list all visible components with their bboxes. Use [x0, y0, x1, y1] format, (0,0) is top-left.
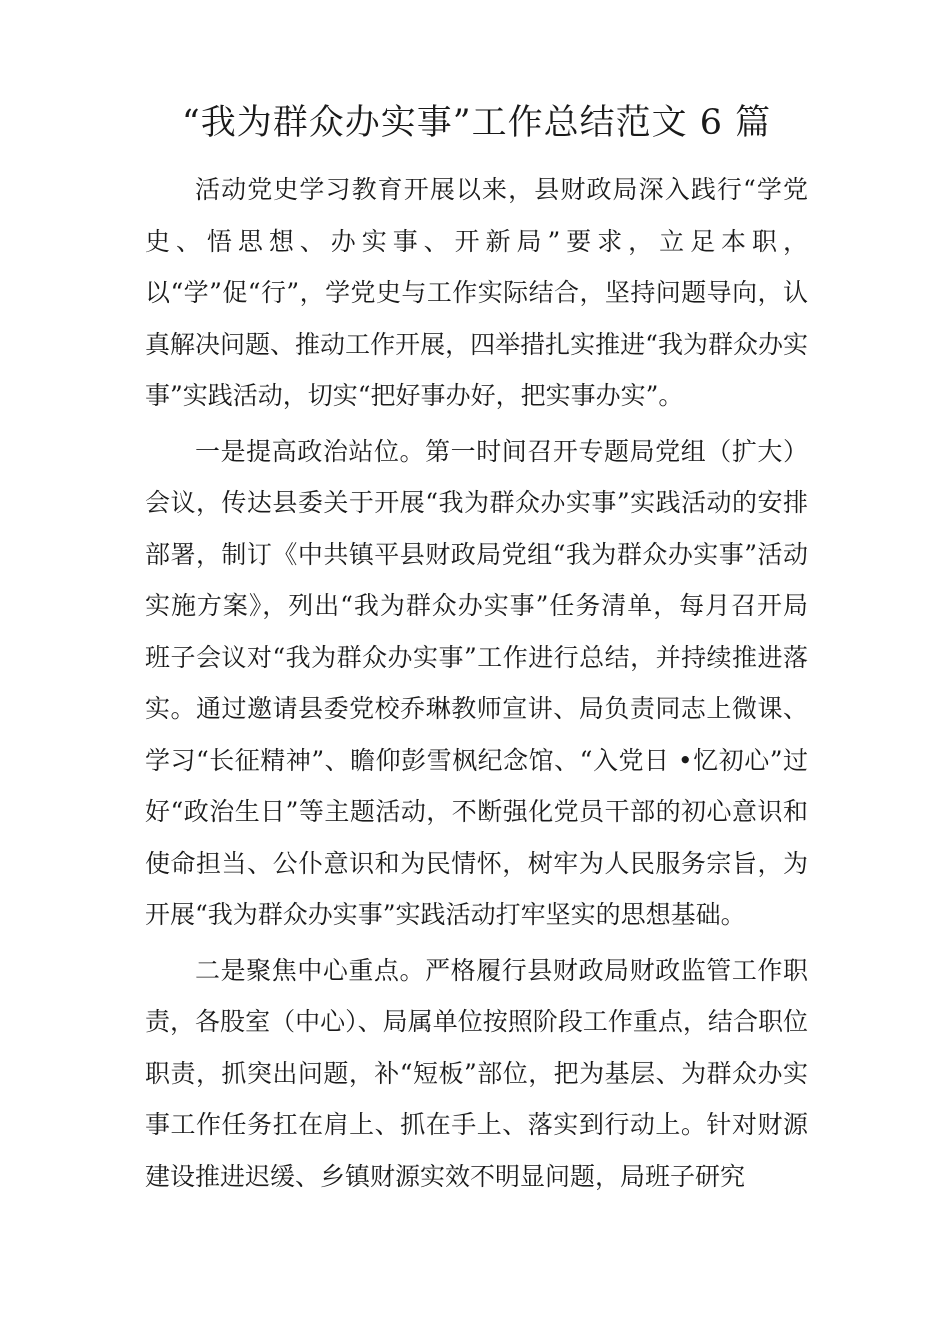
document-title: “我为群众办实事”工作总结范文 6 篇	[181, 103, 772, 143]
paragraph-intro: 活动党史学习教育开展以来，县财政局深入践行“学党史、悟思想、办实事、开新局”要求，立足本职，以“学”促“行”，学党史与工作实际结合，坚持问题导向，认真解决问题、推动工作开展，四举措扎实推进“我为群众办实事”实践活动，切实“把好事办好，把实事办实”。	[145, 175, 808, 410]
paragraph-focus-center: 二是聚焦中心重点。严格履行县财政局财政监管工作职责，各股室（中心）、局属单位按照阶段工作重点，结合职位职责，抓突出问题，补“短板”部位，把为基层、为群众办实事工作任务扛在肩上、抓在手上、落实到行动上。针对财源建设推进迟缓、乡镇财源实效不明显问题，局班子研究	[145, 955, 808, 1191]
document-body	[145, 164, 808, 1202]
paragraph-political-stance: 一是提高政治站位。第一时间召开专题局党组（扩大）会议，传达县委关于开展“我为群众办实事”实践活动的安排部署，制订《中共镇平县财政局党组“我为群众办实事”活动实施方案》，列出“我为群众办实事”任务清单，每月召开局班子会议对“我为群众办实事”工作进行总结，并持续推进落实。通过邀请县委党校乔琳教师宣讲、局负责同志上微课、学习“长征精神”、瞻仰彭雪枫纪念馆、“入党日 •忆初心”过好“政治生日”等主题活动，不断强化党员干部的初心意识和使命担当、公仆意识和为民情怀，树牢为人民服务宗旨，为开展“我为群众办实事”实践活动打牢坚实的思想基础。	[145, 436, 808, 929]
